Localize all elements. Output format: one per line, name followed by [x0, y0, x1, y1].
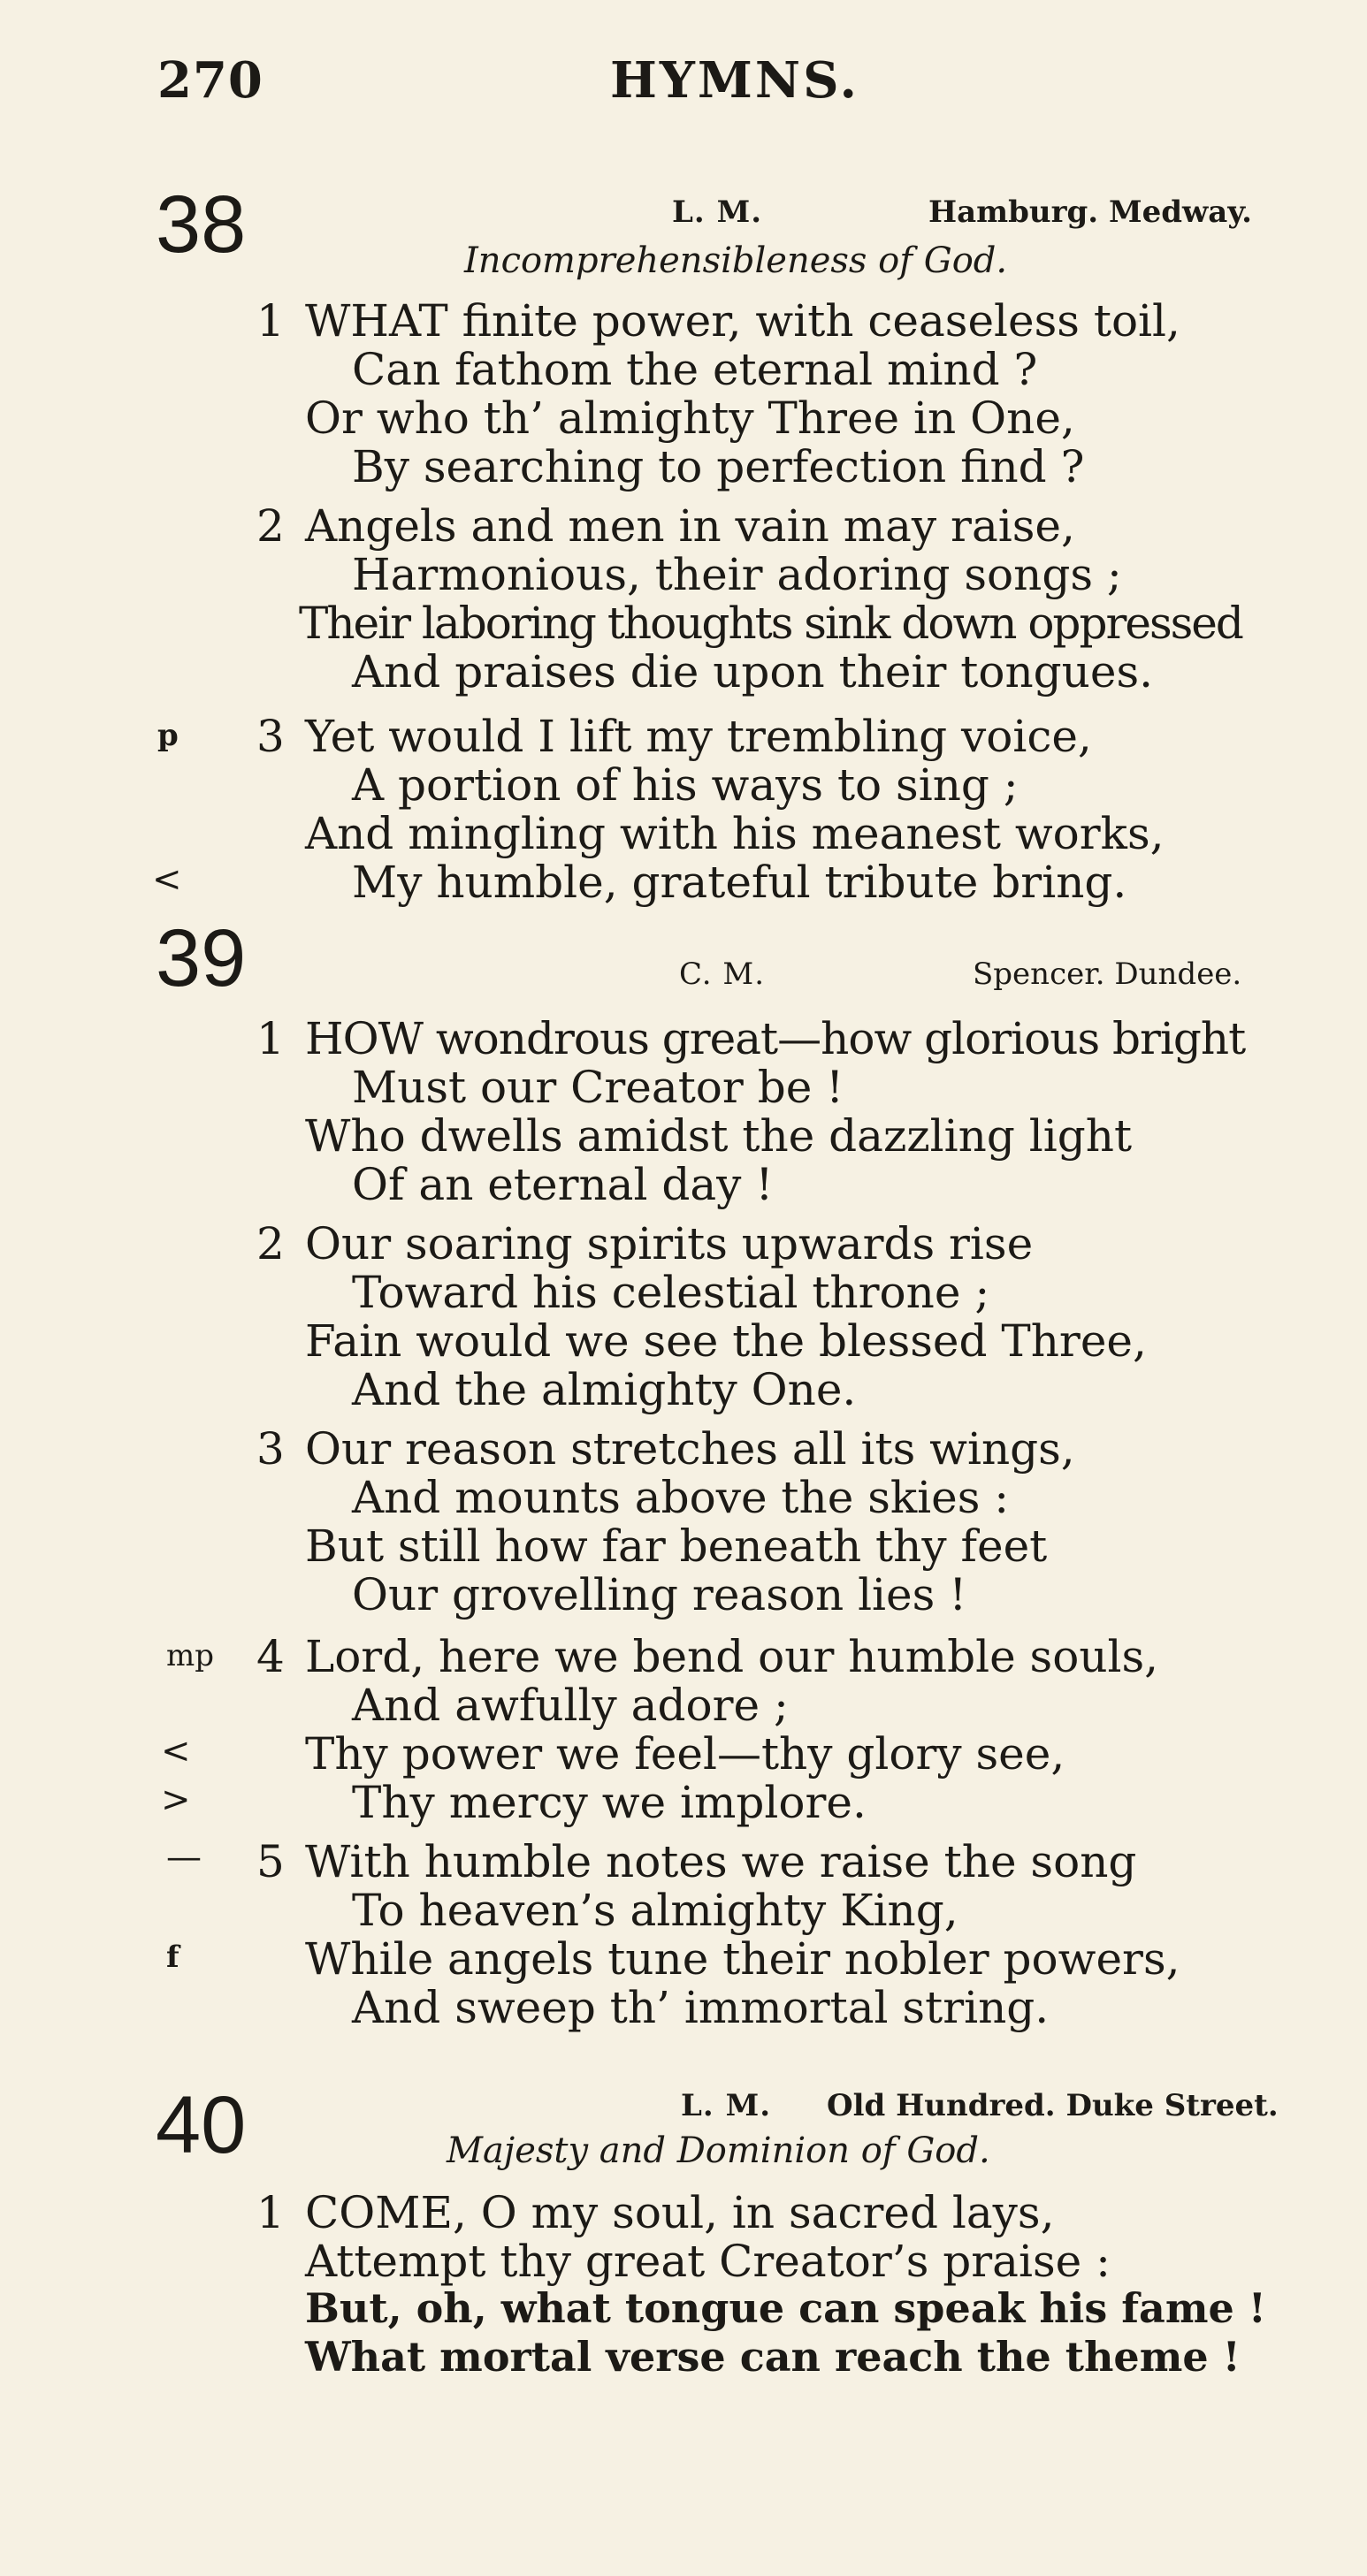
crescendo-mark: <	[152, 859, 182, 900]
verse-number: 3	[256, 1423, 285, 1475]
verse-line: HOW wondrous great—how glorious bright	[305, 1013, 1246, 1064]
verse-line: WHAT finite power, with ceaseless toil,	[305, 295, 1180, 347]
hymn-number: 38	[156, 179, 247, 270]
verse-line: Or who th’ almighty Three in One,	[305, 392, 1075, 444]
pause-mark: —	[166, 1837, 202, 1878]
forte-mark: f	[166, 1940, 179, 1975]
dynamic-mark: mp	[166, 1638, 215, 1673]
tune-names: Old Hundred. Duke Street.	[827, 2088, 1279, 2123]
meter: L. M.	[681, 2088, 772, 2123]
verse-line: And the almighty One.	[352, 1364, 857, 1415]
verse-line: Lord, here we bend our humble souls,	[305, 1631, 1159, 1682]
verse-line: Attempt thy great Creator’s praise :	[305, 2236, 1111, 2287]
verse-line: Fain would we see the blessed Three,	[305, 1315, 1147, 1367]
verse-line: Their laboring thoughts sink down oppressed	[299, 598, 1242, 649]
verse-line: Harmonious, their adoring songs ;	[352, 549, 1122, 600]
verse-number: 3	[256, 711, 285, 762]
verse-line: Thy power we feel—thy glory see,	[305, 1728, 1065, 1780]
verse-line: By searching to perfection find ?	[352, 441, 1085, 492]
hymn-number: 39	[156, 913, 247, 1003]
verse-line: And mounts above the skies :	[352, 1472, 1010, 1523]
verse-line: While angels tune their nobler powers,	[305, 1933, 1180, 1985]
verse-line: But, oh, what tongue can speak his fame !	[305, 2284, 1266, 2332]
verse-line: With humble notes we raise the song	[305, 1836, 1137, 1887]
tune-names: Hamburg. Medway.	[928, 194, 1253, 230]
meter: C. M.	[679, 956, 766, 992]
verse-number: 2	[256, 500, 285, 552]
hymn-number: 40	[156, 2080, 247, 2170]
verse-line: Our reason stretches all its wings,	[305, 1423, 1075, 1475]
verse-number: 2	[256, 1218, 285, 1269]
verse-line: COME, O my soul, in sacred lays,	[305, 2187, 1055, 2238]
running-head	[0, 51, 1367, 122]
verse-line: But still how far beneath thy feet	[305, 1520, 1048, 1572]
verse-number: 1	[256, 1013, 285, 1064]
verse-number: 1	[256, 2187, 285, 2238]
verse-line: Thy mercy we implore.	[352, 1777, 867, 1828]
verse-line: Must our Creator be !	[352, 1062, 844, 1113]
running-title: HYMNS.	[610, 51, 860, 110]
verse-line: To heaven’s almighty King,	[352, 1885, 958, 1936]
verse-line: What mortal verse can reach the theme !	[305, 2333, 1241, 2381]
verse-line: A portion of his ways to sing ;	[352, 759, 1019, 811]
verse-line: Our soaring spirits upwards rise	[305, 1218, 1034, 1269]
dynamic-mark: p	[157, 718, 179, 753]
verse-number: 1	[256, 295, 285, 347]
verse-line: Can fathom the eternal mind ?	[352, 344, 1038, 395]
verse-line: My humble, grateful tribute bring.	[352, 857, 1127, 908]
verse-line: And praises die upon their tongues.	[352, 646, 1154, 697]
verse-line: Yet would I lift my trembling voice,	[305, 711, 1092, 762]
verse-line: Who dwells amidst the dazzling light	[305, 1110, 1133, 1162]
verse-line: Toward his celestial throne ;	[352, 1267, 990, 1318]
hymn-heading: Majesty and Dominion of God.	[447, 2130, 990, 2171]
verse-number: 5	[256, 1836, 285, 1887]
verse-line: And mingling with his meanest works,	[305, 808, 1165, 859]
verse-number: 4	[256, 1631, 285, 1682]
verse-line: Our grovelling reason lies !	[352, 1569, 967, 1620]
decrescendo-mark: >	[161, 1780, 191, 1820]
verse-line: And sweep th’ immortal string.	[352, 1982, 1050, 2033]
hymn-heading: Incomprehensibleness of God.	[464, 240, 1008, 281]
meter: L. M.	[672, 194, 763, 230]
crescendo-mark: <	[161, 1731, 191, 1772]
page-number: 270	[157, 51, 263, 110]
verse-line: And awfully adore ;	[352, 1680, 789, 1731]
verse-line: Of an eternal day !	[352, 1159, 774, 1210]
tune-names: Spencer. Dundee.	[973, 956, 1242, 992]
verse-line: Angels and men in vain may raise,	[305, 500, 1075, 552]
